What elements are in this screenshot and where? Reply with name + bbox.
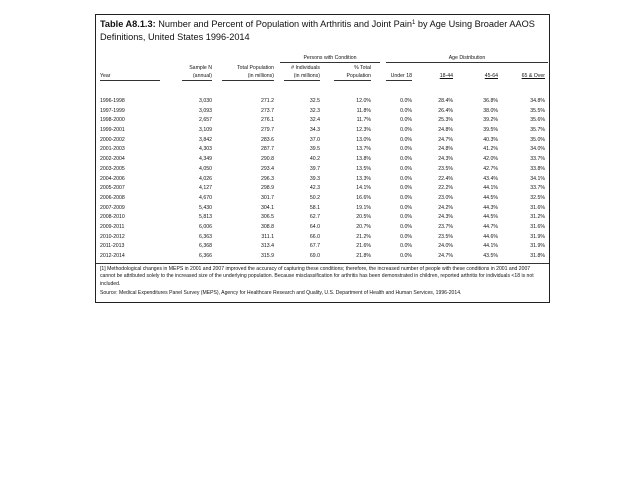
age45-64-cell: 40.3% xyxy=(483,136,498,143)
individuals-cell: 58.1 xyxy=(309,204,320,211)
table-row xyxy=(96,233,549,243)
pct-total-cell: 13.0% xyxy=(356,136,371,143)
header-rule-pct xyxy=(334,80,371,81)
pct-total-cell: 13.7% xyxy=(356,146,371,153)
total-pop-cell: 273.7 xyxy=(261,107,274,114)
age45-64-cell: 44.3% xyxy=(483,204,498,211)
col-pct-total-2: Population xyxy=(346,73,371,79)
pct-total-cell: 20.7% xyxy=(356,223,371,230)
sample-n-cell: 6,368 xyxy=(199,243,212,250)
under18-cell: 0.0% xyxy=(400,204,412,211)
table-row xyxy=(96,136,549,146)
under18-cell: 0.0% xyxy=(400,194,412,201)
year-cell: 2003-2005 xyxy=(100,165,125,172)
age18-44-cell: 24.8% xyxy=(438,127,453,134)
year-cell: 2000-2002 xyxy=(100,136,125,143)
year-cell: 1996-1998 xyxy=(100,98,125,104)
group-rule-age xyxy=(386,62,548,63)
age18-44-cell: 24.2% xyxy=(438,204,453,211)
age65-cell: 35.6% xyxy=(530,117,545,124)
age18-44-cell: 23.0% xyxy=(438,194,453,201)
col-sample-n-2: (annual) xyxy=(192,73,212,79)
footnote: [1] Methodological changes in MEPS in 2001 and 2007 improved the accuracy of capturing these conditions; therefore, the increased number of people with these conditions in 2001 and 2007 cannot be attributed solely to the increased size of the underlying population. Because misclassification for arthritis has been demonstrated in children, reported arthritis for individuals <18 is not included. xyxy=(100,266,534,287)
col-individuals-2: (in millions) xyxy=(293,73,320,79)
age45-64-cell: 44.6% xyxy=(483,233,498,240)
age18-44-cell: 24.3% xyxy=(438,214,453,221)
total-pop-cell: 279.7 xyxy=(261,127,274,134)
age65-cell: 31.6% xyxy=(530,204,545,211)
pct-total-cell: 19.1% xyxy=(356,204,371,211)
year-cell: 2005-2007 xyxy=(100,185,125,192)
pct-total-cell: 21.8% xyxy=(356,253,371,259)
pct-total-cell: 20.5% xyxy=(356,214,371,221)
age18-44-cell: 24.7% xyxy=(438,253,453,259)
table-row xyxy=(96,204,549,214)
under18-cell: 0.0% xyxy=(400,233,412,240)
sample-n-cell: 6,006 xyxy=(199,223,212,230)
under18-cell: 0.0% xyxy=(400,107,412,114)
total-pop-cell: 301.7 xyxy=(261,194,274,201)
age65-cell: 32.5% xyxy=(530,194,545,201)
individuals-cell: 64.0 xyxy=(309,223,320,230)
sample-n-cell: 4,050 xyxy=(199,165,212,172)
col-18-44: 18-44 xyxy=(439,73,453,79)
header-rule-sample xyxy=(182,80,212,81)
under18-cell: 0.0% xyxy=(400,223,412,230)
sample-n-cell: 5,813 xyxy=(199,214,212,221)
col-total-pop-1: Total Population xyxy=(237,65,274,71)
age18-44-cell: 26.4% xyxy=(438,107,453,114)
table-body xyxy=(96,97,549,262)
table-row xyxy=(96,155,549,165)
age18-44-cell: 22.2% xyxy=(438,185,453,192)
col-pct-total-1: % Total xyxy=(354,65,371,71)
col-individuals-1: # Individuals xyxy=(291,65,320,71)
sample-n-cell: 4,026 xyxy=(199,175,212,182)
individuals-cell: 39.7 xyxy=(309,165,320,172)
table-row xyxy=(96,97,549,107)
sample-n-cell: 6,363 xyxy=(199,233,212,240)
year-cell: 2012-2014 xyxy=(100,253,125,259)
table-row xyxy=(96,126,549,136)
total-pop-cell: 290.8 xyxy=(261,156,274,163)
age18-44-cell: 23.5% xyxy=(438,233,453,240)
total-pop-cell: 315.9 xyxy=(261,253,274,259)
pct-total-cell: 21.6% xyxy=(356,243,371,250)
total-pop-cell: 313.4 xyxy=(261,243,274,250)
pct-total-cell: 16.6% xyxy=(356,194,371,201)
age65-cell: 33.7% xyxy=(530,185,545,192)
age45-64-cell: 44.7% xyxy=(483,223,498,230)
age45-64-cell: 38.0% xyxy=(483,107,498,114)
sample-n-cell: 2,657 xyxy=(199,117,212,124)
col-65-over: 65 & Over xyxy=(521,73,545,79)
under18-cell: 0.0% xyxy=(400,117,412,124)
table-bottom-rule xyxy=(96,263,549,264)
col-year: Year xyxy=(100,73,111,79)
age45-64-cell: 42.7% xyxy=(483,165,498,172)
sample-n-cell: 5,430 xyxy=(199,204,212,211)
age65-cell: 31.8% xyxy=(530,253,545,259)
age18-44-cell: 23.7% xyxy=(438,223,453,230)
table-label: Table A8.1.3: xyxy=(100,19,156,29)
col-under-18: Under 18 xyxy=(390,73,412,79)
total-pop-cell: 311.1 xyxy=(261,233,274,240)
table-row xyxy=(96,116,549,126)
under18-cell: 0.0% xyxy=(400,127,412,134)
year-cell: 2011-2013 xyxy=(100,243,125,250)
age65-cell: 31.6% xyxy=(530,223,545,230)
age18-44-cell: 24.3% xyxy=(438,156,453,163)
total-pop-cell: 298.9 xyxy=(261,185,274,192)
age18-44-cell: 23.5% xyxy=(438,165,453,172)
age45-64-cell: 39.2% xyxy=(483,117,498,124)
table-row xyxy=(96,184,549,194)
sample-n-cell: 4,127 xyxy=(199,185,212,192)
under18-cell: 0.0% xyxy=(400,253,412,259)
pct-total-cell: 11.8% xyxy=(356,107,371,114)
total-pop-cell: 306.5 xyxy=(261,214,274,221)
individuals-cell: 42.3 xyxy=(309,185,320,192)
sample-n-cell: 3,109 xyxy=(199,127,212,134)
year-cell: 2001-2003 xyxy=(100,146,125,153)
sample-n-cell: 3,030 xyxy=(199,98,212,104)
individuals-cell: 37.0 xyxy=(309,136,320,143)
table-row xyxy=(96,242,549,252)
title-superscript: 1 xyxy=(412,20,416,26)
year-cell: 2004-2006 xyxy=(100,175,125,182)
pct-total-cell: 12.3% xyxy=(356,127,371,134)
year-cell: 2008-2010 xyxy=(100,214,125,221)
age45-64-cell: 44.1% xyxy=(483,185,498,192)
pct-total-cell: 21.2% xyxy=(356,233,371,240)
age45-64-cell: 44.5% xyxy=(483,194,498,201)
age65-cell: 35.0% xyxy=(530,136,545,143)
age45-64-cell: 39.5% xyxy=(483,127,498,134)
year-cell: 2010-2012 xyxy=(100,233,125,240)
pct-total-cell: 12.0% xyxy=(356,98,371,104)
age45-64-cell: 41.2% xyxy=(483,146,498,153)
table-row xyxy=(96,175,549,185)
individuals-cell: 40.2 xyxy=(309,156,320,163)
age65-cell: 35.7% xyxy=(530,127,545,134)
under18-cell: 0.0% xyxy=(400,146,412,153)
year-cell: 1999-2001 xyxy=(100,127,125,134)
year-cell: 2007-2009 xyxy=(100,204,125,211)
age65-cell: 34.1% xyxy=(530,175,545,182)
age18-44-cell: 22.4% xyxy=(438,175,453,182)
under18-cell: 0.0% xyxy=(400,243,412,250)
under18-cell: 0.0% xyxy=(400,214,412,221)
age65-cell: 31.9% xyxy=(530,233,545,240)
table-row xyxy=(96,145,549,155)
table-row xyxy=(96,213,549,223)
total-pop-cell: 287.7 xyxy=(261,146,274,153)
age18-44-cell: 28.4% xyxy=(438,98,453,104)
header-rule-total-pop xyxy=(222,80,274,81)
age18-44-cell: 24.8% xyxy=(438,146,453,153)
age45-64-cell: 44.5% xyxy=(483,214,498,221)
individuals-cell: 32.5 xyxy=(309,98,320,104)
individuals-cell: 50.2 xyxy=(309,194,320,201)
group-header-age: Age Distribution xyxy=(448,55,486,61)
age65-cell: 34.0% xyxy=(530,146,545,153)
age65-cell: 33.7% xyxy=(530,156,545,163)
age65-cell: 34.8% xyxy=(530,98,545,104)
total-pop-cell: 293.4 xyxy=(261,165,274,172)
age65-cell: 35.5% xyxy=(530,107,545,114)
col-45-64: 45-64 xyxy=(484,73,498,79)
sample-n-cell: 3,842 xyxy=(199,136,212,143)
total-pop-cell: 296.3 xyxy=(261,175,274,182)
pct-total-cell: 14.1% xyxy=(356,185,371,192)
individuals-cell: 32.3 xyxy=(309,107,320,114)
age18-44-cell: 25.3% xyxy=(438,117,453,124)
pct-total-cell: 13.3% xyxy=(356,175,371,182)
table-row xyxy=(96,194,549,204)
total-pop-cell: 283.6 xyxy=(261,136,274,143)
individuals-cell: 32.4 xyxy=(309,117,320,124)
under18-cell: 0.0% xyxy=(400,156,412,163)
age65-cell: 31.2% xyxy=(530,214,545,221)
year-cell: 1997-1999 xyxy=(100,107,125,114)
table-row xyxy=(96,252,549,262)
table-row xyxy=(96,223,549,233)
total-pop-cell: 304.1 xyxy=(261,204,274,211)
age65-cell: 33.8% xyxy=(530,165,545,172)
col-total-pop-2: (in millions) xyxy=(247,73,274,79)
under18-cell: 0.0% xyxy=(400,136,412,143)
age45-64-cell: 36.8% xyxy=(483,98,498,104)
group-rule-persons xyxy=(280,62,380,63)
under18-cell: 0.0% xyxy=(400,175,412,182)
individuals-cell: 62.7 xyxy=(309,214,320,221)
age65-cell: 31.9% xyxy=(530,243,545,250)
age45-64-cell: 43.5% xyxy=(483,253,498,259)
individuals-cell: 69.0 xyxy=(309,253,320,259)
total-pop-cell: 276.1 xyxy=(261,117,274,124)
individuals-cell: 34.3 xyxy=(309,127,320,134)
year-cell: 2006-2008 xyxy=(100,194,125,201)
age45-64-cell: 44.1% xyxy=(483,243,498,250)
table-row xyxy=(96,107,549,117)
table-row xyxy=(96,165,549,175)
age18-44-cell: 24.7% xyxy=(438,136,453,143)
title-text-cont: by Age Using Broader AAOS Definitions, United States 1996-2014 xyxy=(100,19,535,42)
sample-n-cell: 4,670 xyxy=(199,194,212,201)
sample-n-cell: 6,366 xyxy=(199,253,212,259)
year-cell: 2009-2011 xyxy=(100,223,125,230)
individuals-cell: 39.3 xyxy=(309,175,320,182)
sample-n-cell: 4,303 xyxy=(199,146,212,153)
age45-64-cell: 43.4% xyxy=(483,175,498,182)
sample-n-cell: 3,093 xyxy=(199,107,212,114)
table-frame xyxy=(95,14,550,303)
header-rule-year xyxy=(100,80,160,81)
source-note: Source: Medical Expenditures Panel Survey (MEPS), Agency for Healthcare Research and Quality, U.S. Department of Health and Human Services, 1996-2014. xyxy=(100,290,462,296)
under18-cell: 0.0% xyxy=(400,165,412,172)
individuals-cell: 39.5 xyxy=(309,146,320,153)
year-cell: 2002-2004 xyxy=(100,156,125,163)
pct-total-cell: 11.7% xyxy=(356,117,371,124)
total-pop-cell: 271.2 xyxy=(261,98,274,104)
under18-cell: 0.0% xyxy=(400,98,412,104)
table-title xyxy=(100,18,545,44)
individuals-cell: 67.7 xyxy=(309,243,320,250)
group-header-persons: Persons with Condition xyxy=(303,55,357,61)
total-pop-cell: 308.8 xyxy=(261,223,274,230)
pct-total-cell: 13.8% xyxy=(356,156,371,163)
header-rule-under18 xyxy=(386,80,412,81)
under18-cell: 0.0% xyxy=(400,185,412,192)
pct-total-cell: 13.5% xyxy=(356,165,371,172)
title-text: Number and Percent of Population with Arthritis and Joint Pain xyxy=(155,19,413,29)
age45-64-cell: 42.0% xyxy=(483,156,498,163)
year-cell: 1998-2000 xyxy=(100,117,125,124)
header-rule-individuals xyxy=(284,80,320,81)
sample-n-cell: 4,349 xyxy=(199,156,212,163)
col-sample-n-1: Sample N xyxy=(189,65,212,71)
age18-44-cell: 24.0% xyxy=(438,243,453,250)
individuals-cell: 66.0 xyxy=(309,233,320,240)
